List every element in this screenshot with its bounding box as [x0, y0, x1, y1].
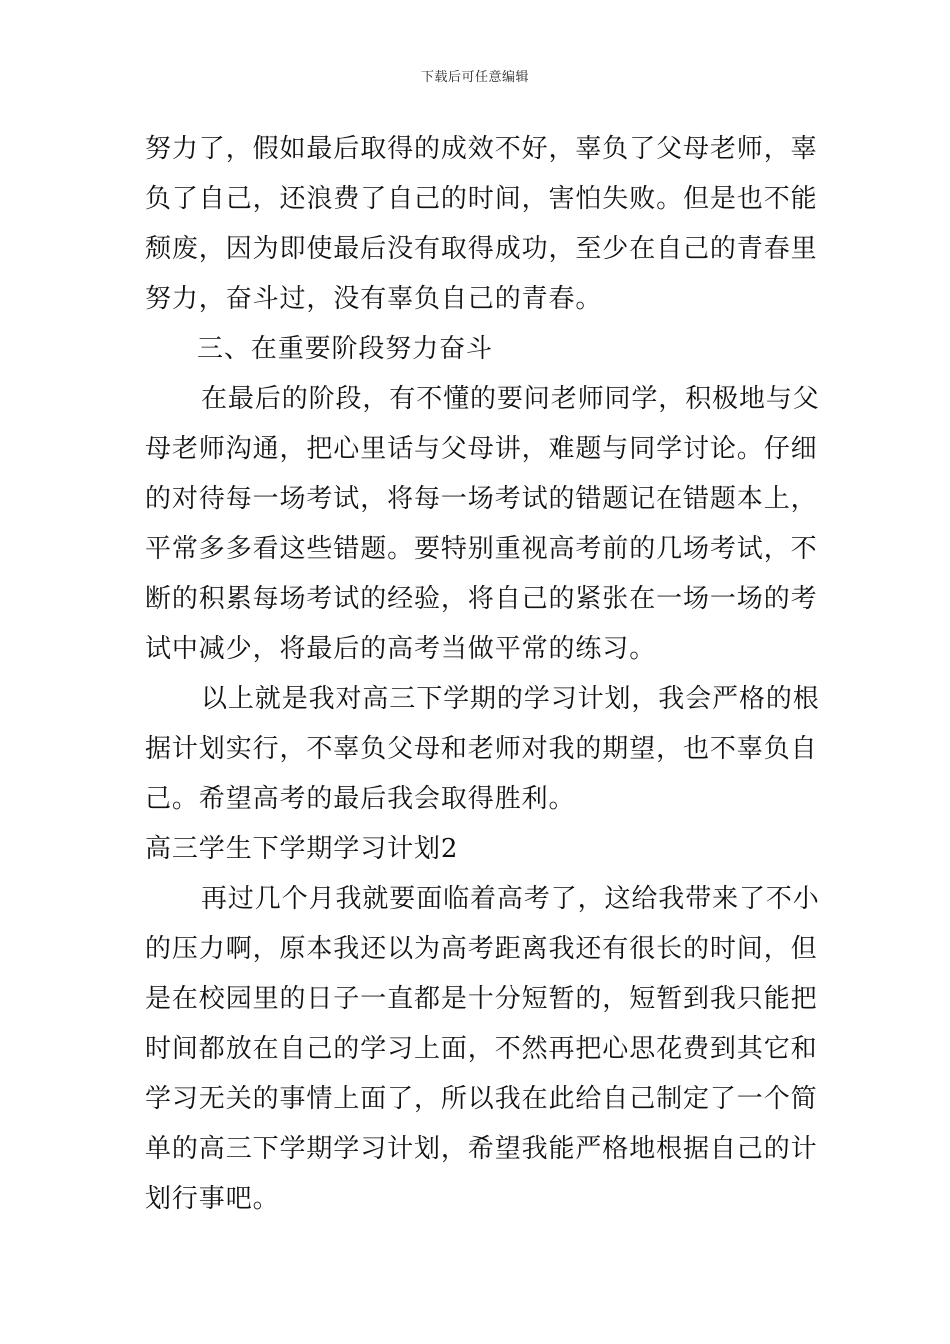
- section-title: 高三学生下学期学习计划2: [145, 834, 459, 864]
- text-line: 时间都放在自己的学习上面，不然再把心思花费到其它和: [145, 1034, 818, 1064]
- document-body: [145, 124, 820, 1224]
- text-line: 的压力啊，原本我还以为高考距离我还有很长的时间，但: [145, 934, 818, 964]
- text-line: 断的积累每场考试的经验，将自己的紧张在一场一场的考: [145, 584, 818, 614]
- text-line: 学习无关的事情上面了，所以我在此给自己制定了一个简: [145, 1084, 818, 1114]
- text-line: 母老师沟通，把心里话与父母讲，难题与同学讨论。仔细: [145, 434, 818, 464]
- text-line: 平常多多看这些错题。要特别重视高考前的几场考试，不: [145, 534, 818, 564]
- text-line: 在最后的阶段，有不懂的要问老师同学，积极地与父: [201, 384, 820, 414]
- text-line: 努力了，假如最后取得的成效不好，辜负了父母老师，辜: [145, 134, 818, 164]
- text-line: 据计划实行，不辜负父母和老师对我的期望，也不辜负自: [145, 734, 818, 764]
- text-line: 己。希望高考的最后我会取得胜利。: [145, 784, 576, 814]
- text-line: 负了自己，还浪费了自己的时间，害怕失败。但是也不能: [145, 184, 818, 214]
- text-line: 努力，奋斗过，没有辜负自己的青春。: [145, 284, 603, 314]
- text-line: 再过几个月我就要面临着高考了，这给我带来了不小: [201, 884, 820, 914]
- text-line: 试中减少，将最后的高考当做平常的练习。: [145, 634, 657, 664]
- header-note: 下载后可任意编辑: [420, 70, 529, 85]
- text-line: 划行事吧。: [145, 1184, 280, 1214]
- text-line: 的对待每一场考试，将每一场考试的错题记在错题本上，: [145, 484, 818, 514]
- section-heading: 三、在重要阶段努力奋斗: [197, 334, 493, 364]
- text-line: 以上就是我对高三下学期的学习计划，我会严格的根: [201, 684, 820, 714]
- text-line: 颓废，因为即使最后没有取得成功，至少在自己的青春里: [145, 234, 818, 264]
- text-line: 单的高三下学期学习计划，希望我能严格地根据自己的计: [145, 1134, 818, 1164]
- text-line: 是在校园里的日子一直都是十分短暂的，短暂到我只能把: [145, 984, 818, 1014]
